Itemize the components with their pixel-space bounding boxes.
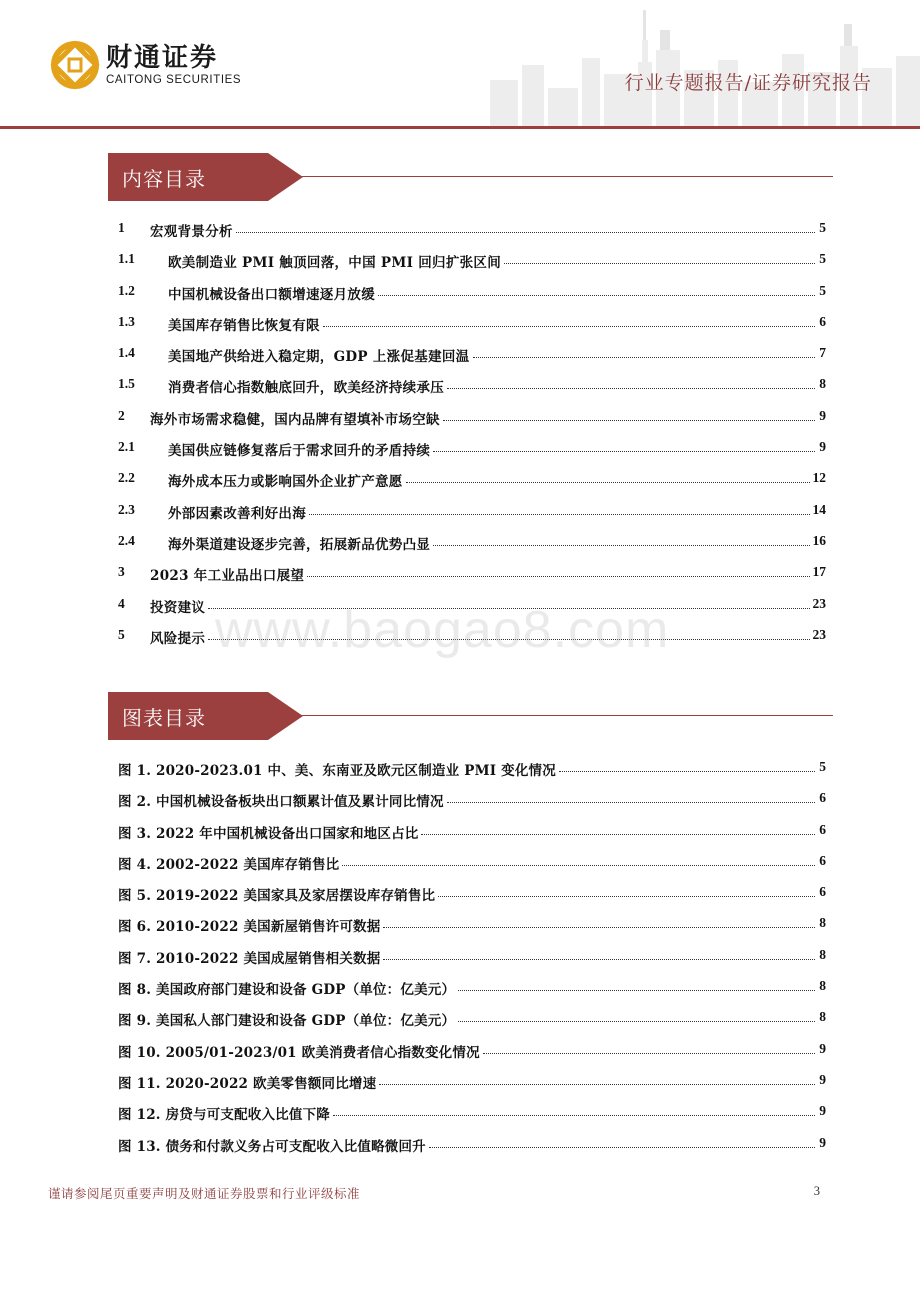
figure-entry[interactable]	[118, 853, 826, 884]
figure-entry-page: 6	[819, 852, 826, 868]
toc-entry-page: 16	[812, 532, 826, 548]
toc-entry-number: 1.2	[118, 282, 135, 298]
toc-entry-page: 5	[819, 251, 826, 267]
figure-entry-page: 9	[819, 1040, 826, 1056]
figure-entry[interactable]	[118, 947, 826, 978]
toc-section-header	[108, 153, 833, 201]
toc-entry-page: 5	[819, 282, 826, 298]
figure-entry[interactable]	[118, 790, 826, 821]
toc-entry-page: 23	[812, 595, 826, 611]
figure-list-heading: 图表目录	[122, 706, 206, 730]
toc-heading: 内容目录	[122, 167, 206, 191]
watermark: www.baogao8.com	[215, 601, 670, 659]
toc-entry[interactable]	[118, 533, 826, 564]
toc-entry-title: 美国库存销售比恢复有限	[168, 317, 320, 334]
figure-entry-title: 图 7. 2010-2022 美国成屋销售相关数据	[118, 950, 381, 967]
toc-entry[interactable]	[118, 502, 826, 533]
figure-heading-rule	[300, 715, 833, 716]
toc-entry-page: 17	[812, 564, 826, 580]
toc-entry[interactable]	[118, 345, 826, 376]
toc-leader-dots	[433, 533, 809, 546]
toc-entry-number: 2	[118, 407, 125, 423]
figure-entry[interactable]	[118, 915, 826, 946]
brand-name-cn: 财通证券	[106, 43, 219, 73]
toc-entry-page: 23	[812, 626, 826, 642]
figure-entry[interactable]	[118, 1072, 826, 1103]
toc-entry-title: 美国供应链修复落后于需求回升的矛盾持续	[168, 443, 431, 460]
brand-name-en: CAITONG SECURITIES	[106, 74, 242, 86]
toc-entry-number: 1	[118, 220, 125, 235]
toc-entry[interactable]	[118, 564, 826, 595]
figure-entry[interactable]	[118, 1041, 826, 1072]
figure-entry-page: 5	[819, 759, 826, 774]
figure-entry-title: 图 1. 2020-2023.01 中、美、东南亚及欧元区制造业 PMI 变化情况	[118, 763, 556, 779]
caitong-logo-icon	[50, 40, 100, 90]
toc-entry-title: 海外市场需求稳健，国内品牌有望填补市场空缺	[150, 411, 440, 428]
figure-entry[interactable]	[118, 1103, 826, 1134]
figure-leader-dots	[342, 853, 815, 866]
figure-leader-dots	[421, 822, 815, 835]
figure-entry-title: 图 9. 美国私人部门建设和设备 GDP（单位：亿美元）	[118, 1013, 456, 1030]
figure-entry-page: 8	[819, 946, 826, 962]
figure-entry-title: 图 13. 债务和付款义务占可支配收入比值略微回升	[118, 1138, 426, 1155]
toc-entry-number: 1.3	[118, 313, 135, 329]
figure-leader-dots	[429, 1135, 815, 1148]
toc-entry-title: 宏观背景分析	[150, 224, 233, 240]
figure-entry-page: 9	[819, 1103, 826, 1119]
figure-entry[interactable]	[118, 978, 826, 1009]
figure-entry[interactable]	[118, 822, 826, 853]
toc-leader-dots	[504, 251, 815, 264]
toc-leader-dots	[378, 283, 815, 296]
toc-entry-number: 3	[118, 564, 125, 580]
toc-entry-page: 7	[819, 345, 826, 361]
toc-entry-page: 9	[819, 407, 826, 423]
toc-entry-page: 9	[819, 439, 826, 455]
toc-entry-title: 外部因素改善利好出海	[168, 505, 306, 522]
toc-entry[interactable]	[118, 439, 826, 470]
toc-entry-title: 风险提示	[150, 630, 206, 647]
figure-entry-page: 8	[819, 915, 826, 931]
toc-entry-page: 8	[819, 376, 826, 392]
header-divider	[0, 126, 920, 129]
figure-entry-page: 6	[819, 821, 826, 837]
figure-entry[interactable]	[118, 1135, 826, 1166]
figure-entry-page: 8	[819, 1009, 826, 1025]
toc-entry-number: 1.5	[118, 376, 135, 392]
figure-leader-dots	[333, 1103, 815, 1116]
figure-entry-title: 图 6. 2010-2022 美国新屋销售许可数据	[118, 919, 381, 936]
toc-entry-page: 12	[812, 470, 826, 486]
figure-leader-dots	[379, 1072, 815, 1085]
toc-entry-number: 2.1	[118, 439, 135, 455]
toc-entry[interactable]	[118, 314, 826, 345]
toc-entry-number: 4	[118, 595, 125, 611]
figure-entry-title: 图 8. 美国政府部门建设和设备 GDP（单位：亿美元）	[118, 982, 456, 999]
toc-entry-title: 2023 年工业品出口展望	[150, 568, 305, 585]
toc-entry-number: 1.4	[118, 345, 135, 361]
toc-leader-dots	[323, 314, 815, 327]
figure-entry-page: 6	[819, 790, 826, 806]
toc-entry[interactable]	[118, 408, 826, 439]
toc-entry-number: 2.3	[118, 501, 135, 517]
toc-entry-number: 2.2	[118, 470, 135, 486]
toc-entry-title: 消费者信心指数触底回升，欧美经济持续承压	[168, 380, 444, 397]
toc-entry-page: 14	[812, 501, 826, 517]
figure-entry-title: 图 10. 2005/01-2023/01 欧美消费者信心指数变化情况	[118, 1044, 480, 1061]
figure-leader-dots	[483, 1041, 815, 1054]
figure-entry[interactable]	[118, 884, 826, 915]
figure-entry-title: 图 5. 2019-2022 美国家具及家居摆设库存销售比	[118, 888, 436, 905]
toc-entry[interactable]	[118, 220, 826, 251]
toc-leader-dots	[443, 408, 815, 421]
figure-leader-dots	[458, 1009, 815, 1022]
figure-entry-title: 图 2. 中国机械设备板块出口额累计值及累计同比情况	[118, 794, 444, 811]
figure-entry[interactable]	[118, 1009, 826, 1040]
figure-entry[interactable]	[118, 759, 826, 790]
toc-entry-title: 海外渠道建设逐步完善，拓展新品优势凸显	[168, 536, 431, 553]
toc-entry-title: 美国地产供给进入稳定期，GDP 上涨促基建回温	[168, 349, 470, 366]
figure-entry-page: 9	[819, 1134, 826, 1150]
toc-leader-dots	[433, 439, 815, 452]
figure-leader-dots	[447, 790, 815, 803]
figure-list-section-header	[108, 692, 833, 740]
table-of-contents	[118, 220, 826, 658]
brand-logo	[50, 40, 241, 90]
toc-entry-title: 海外成本压力或影响国外企业扩产意愿	[168, 474, 403, 491]
toc-entry[interactable]	[118, 376, 826, 407]
toc-entry[interactable]	[118, 470, 826, 501]
toc-entry-page: 6	[819, 313, 826, 329]
toc-leader-dots	[309, 502, 810, 515]
figure-leader-dots	[438, 884, 815, 897]
toc-entry-page: 5	[819, 220, 826, 235]
report-type-label: 行业专题报告/证券研究报告	[624, 72, 872, 94]
figure-entry-page: 8	[819, 978, 826, 994]
toc-entry[interactable]	[118, 283, 826, 314]
toc-leader-dots	[406, 470, 810, 483]
footer-disclaimer: 谨请参阅尾页重要声明及财通证券股票和行业评级标准	[48, 1186, 361, 1201]
toc-entry-title: 中国机械设备出口额增速逐月放缓	[168, 286, 375, 303]
page-header	[0, 0, 920, 135]
toc-entry-number: 1.1	[118, 251, 135, 267]
figure-entry-title: 图 3. 2022 年中国机械设备出口国家和地区占比	[118, 825, 419, 842]
figure-entry-title: 图 4. 2002-2022 美国库存销售比	[118, 856, 340, 873]
figure-entry-page: 9	[819, 1071, 826, 1087]
toc-entry-number: 2.4	[118, 532, 135, 548]
figure-entry-page: 6	[819, 884, 826, 900]
toc-entry-title: 投资建议	[150, 599, 206, 616]
figure-entry-title: 图 11. 2020-2022 欧美零售额同比增速	[118, 1075, 377, 1092]
toc-leader-dots	[236, 220, 815, 233]
figure-leader-dots	[383, 947, 815, 960]
page-number: 3	[813, 1184, 820, 1198]
toc-heading-rule	[300, 176, 833, 177]
figure-list	[118, 759, 826, 1166]
toc-leader-dots	[447, 376, 815, 389]
toc-entry-title: 欧美制造业 PMI 触顶回落，中国 PMI 回归扩张区间	[168, 255, 502, 272]
figure-leader-dots	[559, 759, 815, 772]
toc-leader-dots	[307, 564, 809, 577]
toc-entry-number: 5	[118, 626, 125, 642]
toc-leader-dots	[473, 345, 816, 358]
figure-entry-title: 图 12. 房贷与可支配收入比值下降	[118, 1107, 330, 1124]
figure-leader-dots	[458, 978, 815, 991]
toc-entry[interactable]	[118, 251, 826, 282]
figure-leader-dots	[383, 915, 815, 928]
